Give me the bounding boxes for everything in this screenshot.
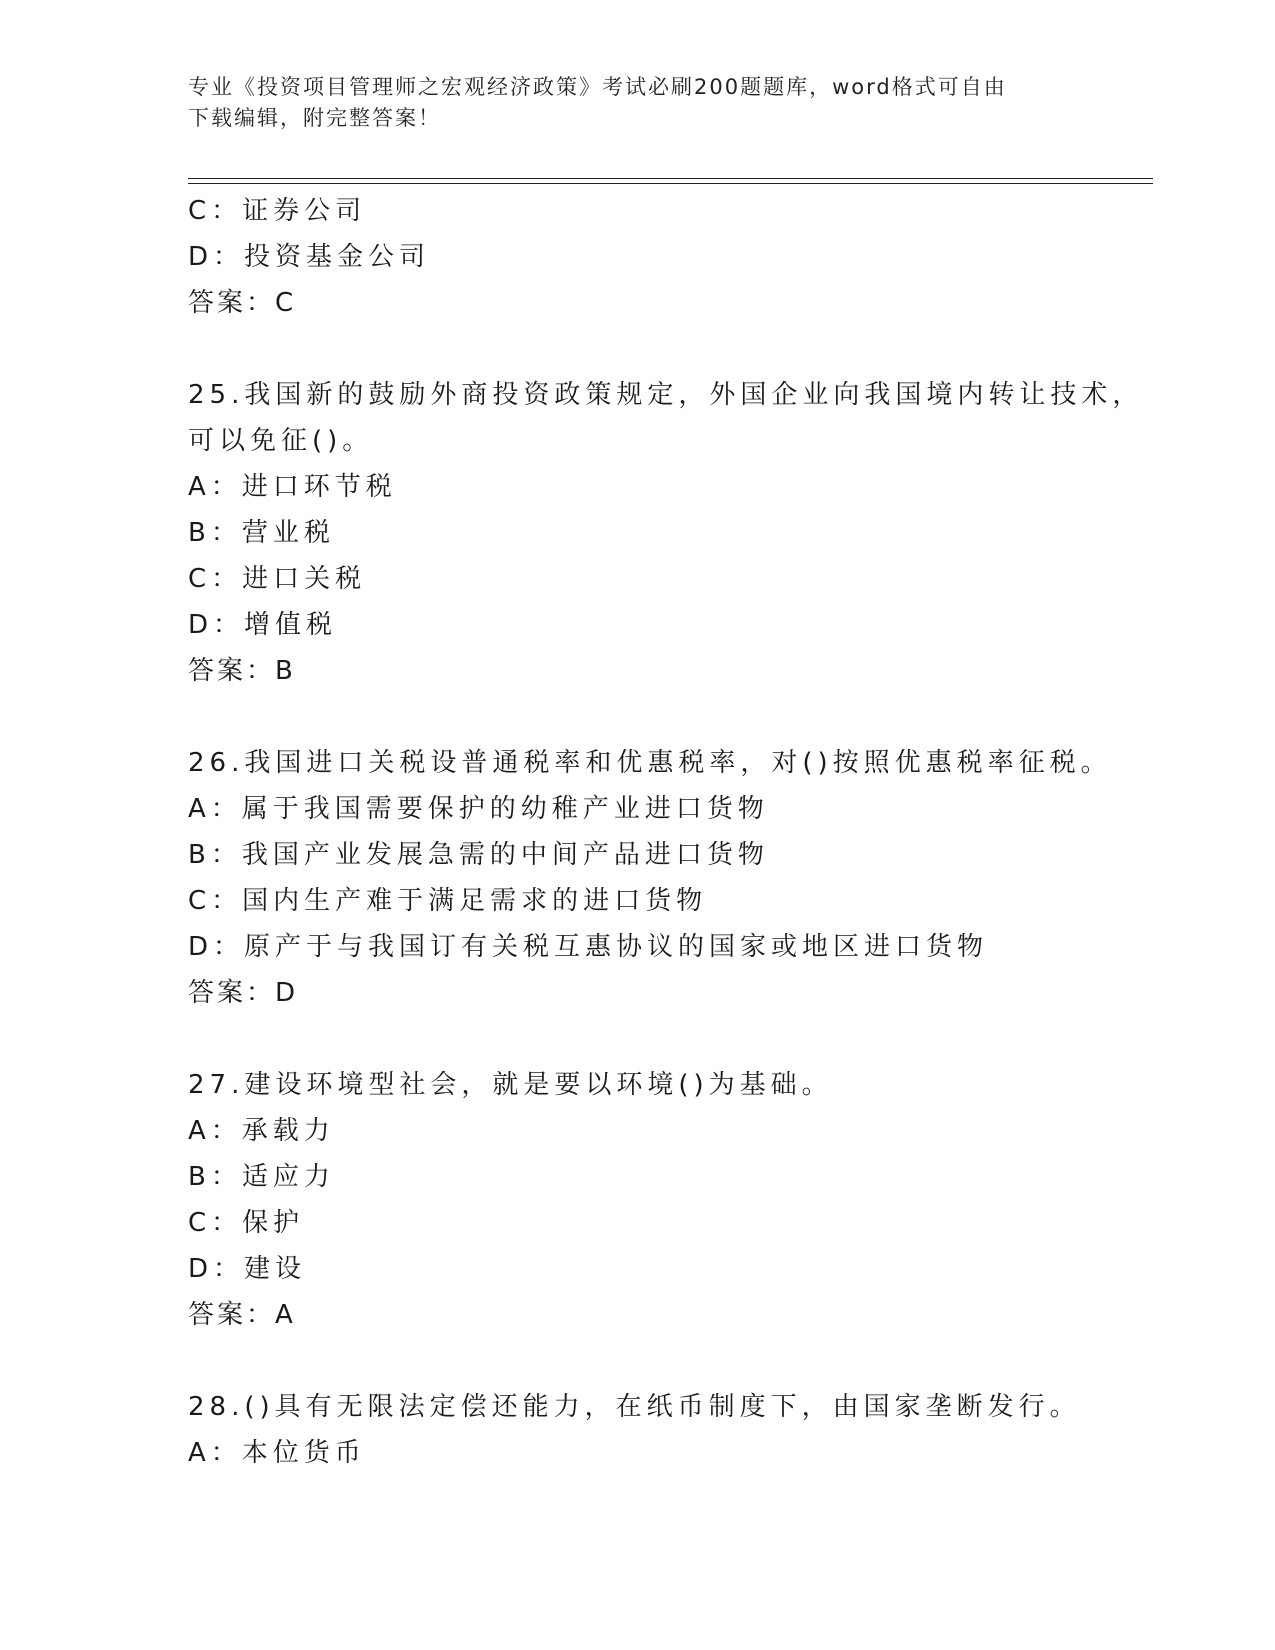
option-b: B：营业税 [188, 518, 335, 548]
question-stem: 25.我国新的鼓励外商投资政策规定，外国企业向我国境内转让技术， [188, 380, 1144, 410]
question-25 [188, 372, 1153, 694]
option-b: B：我国产业发展急需的中间产品进口货物 [188, 840, 769, 870]
option-d: D：投资基金公司 [188, 242, 431, 272]
option-c: C：国内生产难于满足需求的进口货物 [188, 886, 708, 916]
answer-line: 答案：A [188, 1300, 296, 1330]
question-stem: 26.我国进口关税设普通税率和优惠税率，对()按照优惠税率征税。 [188, 748, 1112, 778]
question-stem: 27.建设环境型社会，就是要以环境()为基础。 [188, 1070, 833, 1100]
option-a: A：本位货币 [188, 1438, 366, 1468]
option-a: A：属于我国需要保护的幼稚产业进口货物 [188, 794, 769, 824]
option-b: B：适应力 [188, 1162, 335, 1192]
question-26 [188, 740, 1153, 1016]
spacer [188, 694, 1153, 740]
header-divider [188, 178, 1153, 184]
page-header [188, 72, 1088, 134]
answer-line: 答案：D [188, 978, 299, 1008]
spacer [188, 1338, 1153, 1384]
header-line-2: 下载编辑，附完整答案！ [188, 106, 441, 130]
option-a: A：进口环节税 [188, 472, 397, 502]
option-d: D：原产于与我国订有关税互惠协议的国家或地区进口货物 [188, 932, 989, 962]
option-a: A：承载力 [188, 1116, 335, 1146]
question-28 [188, 1384, 1153, 1476]
header-line-1: 专业《投资项目管理师之宏观经济政策》考试必刷200题题库，word格式可自由 [188, 75, 1007, 99]
option-d: D：建设 [188, 1254, 307, 1284]
spacer [188, 326, 1153, 372]
question-list [188, 188, 1153, 1476]
question-stem: 28.()具有无限法定偿还能力，在纸币制度下，由国家垄断发行。 [188, 1392, 1081, 1422]
option-d: D：增值税 [188, 610, 338, 640]
spacer [188, 1016, 1153, 1062]
option-c: C：证券公司 [188, 196, 367, 226]
answer-line: 答案：C [188, 288, 297, 318]
question-27 [188, 1062, 1153, 1338]
answer-line: 答案：B [188, 656, 296, 686]
option-c: C：保护 [188, 1208, 305, 1238]
option-c: C：进口关税 [188, 564, 367, 594]
question-stem-continued: 可以免征()。 [188, 426, 374, 456]
